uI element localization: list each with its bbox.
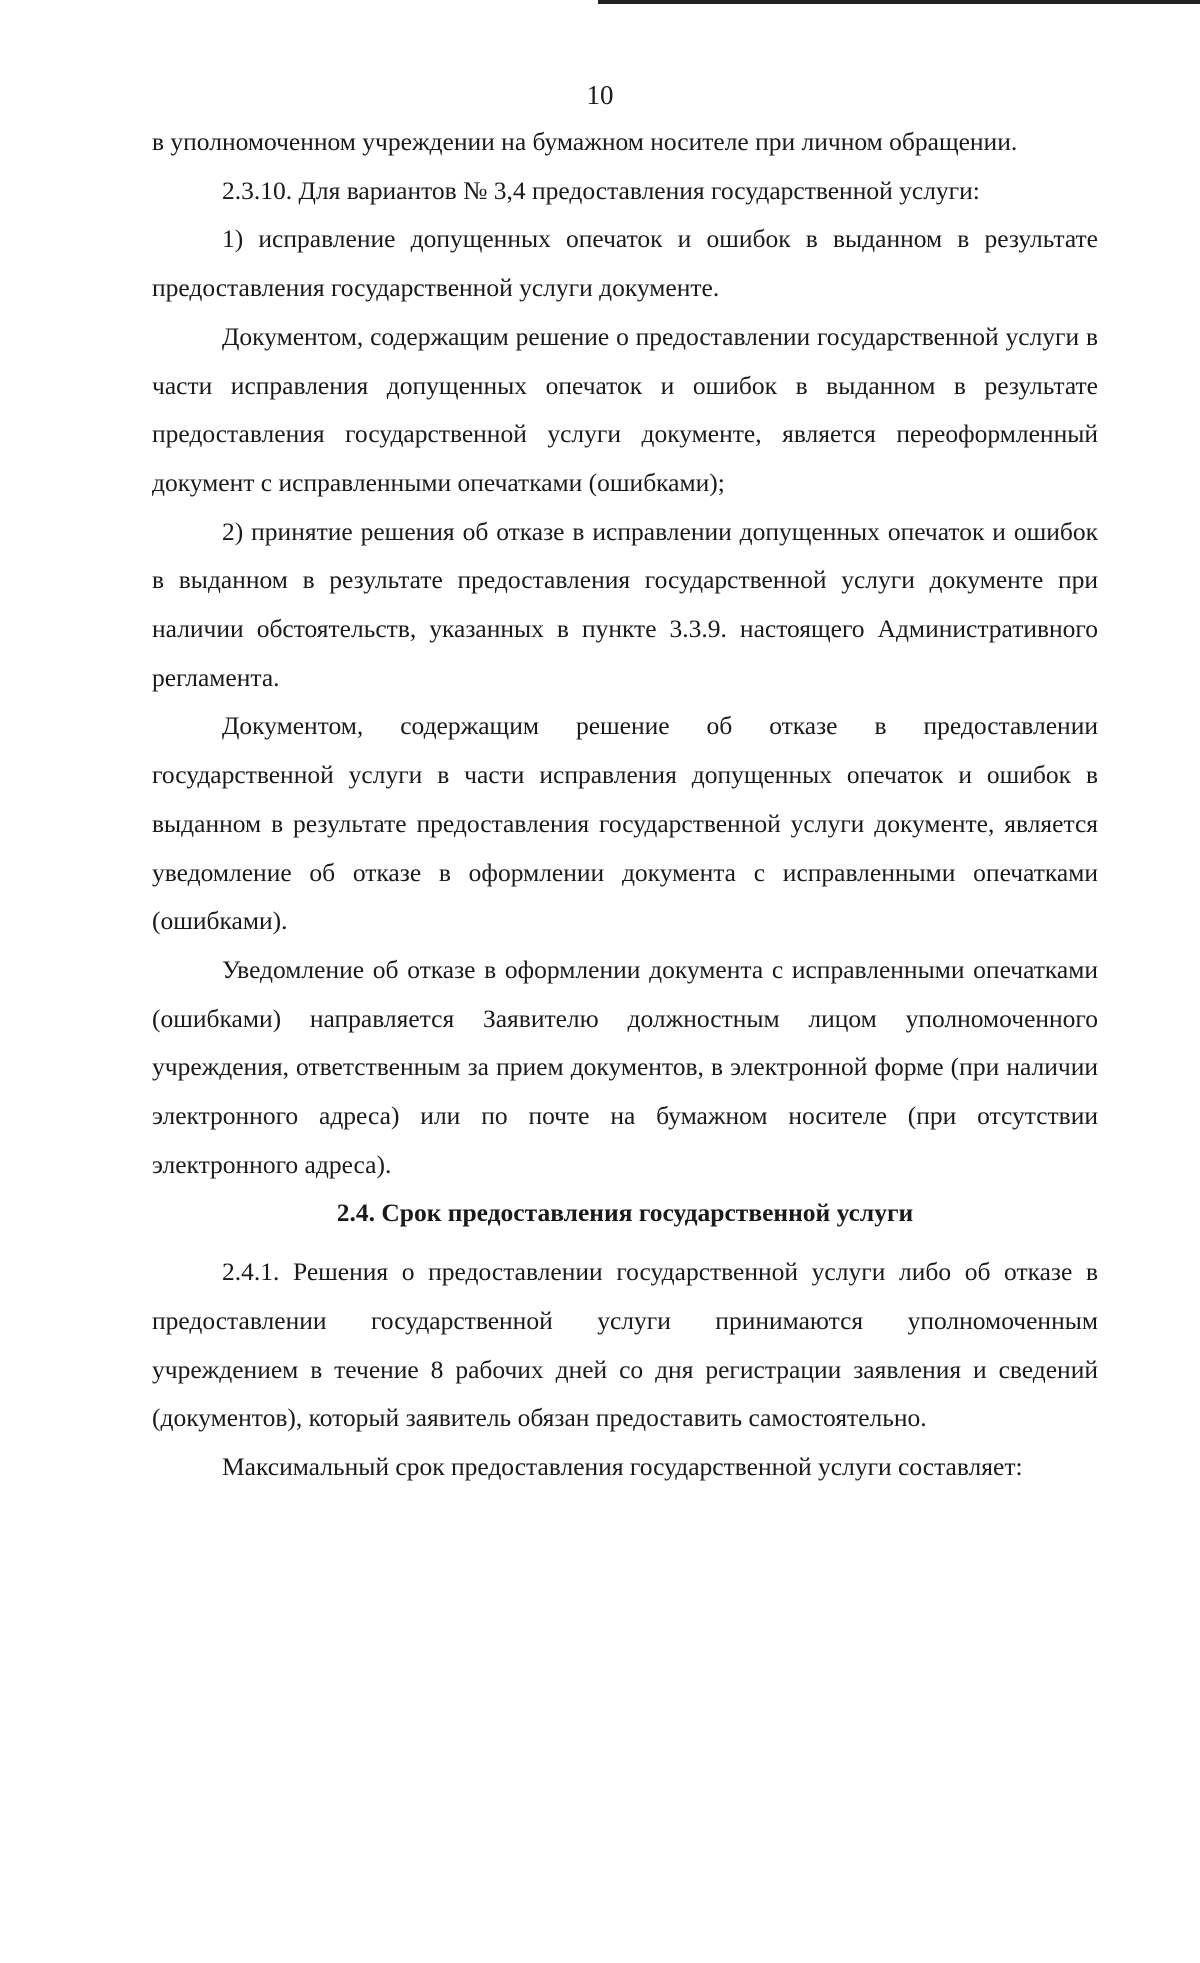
paragraph-continuation: в уполномоченном учреждении на бумажном носителе при личном обращении. <box>152 127 1018 156</box>
paragraph-notification: Уведомление об отказе в оформлении документа с исправленными опечатками (ошибками) направляется Заявителю должностным лицом уполномоченного учреждения, ответственным за прием документов, в электронной форме (при наличии электронного адреса) или по почте на бумажном носителе (при отсутствии электронного адреса). <box>152 954 1098 1179</box>
paragraph-item-1: 1) исправление допущенных опечаток и ошибок в выданном в результате предоставления государственной услуги документе. <box>152 224 1098 303</box>
document-body <box>152 118 1098 1492</box>
section-heading: 2.4. Срок предоставления государственной услуги <box>336 1198 914 1228</box>
paragraph-2-3-10: 2.3.10. Для вариантов № 3,4 предоставления государственной услуги: <box>222 175 980 205</box>
page-number: 10 <box>586 80 614 110</box>
paragraph-item-2: 2) принятие решения об отказе в исправлении допущенных опечаток и ошибок в выданном в результате предоставления государственной услуги документе при наличии обстоятельств, указанных в пункте 3.3.9. настоящего Административного регламента. <box>152 516 1098 692</box>
paragraph-document-decision: Документом, содержащим решение о предоставлении государственной услуги в части исправления допущенных опечаток и ошибок в выданном в результате предоставления государственной услуги документе, является переоформленный документ с исправленными опечатками (ошибками); <box>152 321 1098 497</box>
top-scan-edge-rule <box>598 0 1200 4</box>
paragraph-max-term: Максимальный срок предоставления государственной услуги составляет: <box>222 1451 1023 1481</box>
paragraph-2-4-1: 2.4.1. Решения о предоставлении государственной услуги либо об отказе в предоставлении государственной услуги принимаются уполномоченным учреждением в течение 8 рабочих дней со дня регистрации заявления и сведений (документов), который заявитель обязан предоставить самостоятельно. <box>152 1257 1098 1433</box>
paragraph-document-refusal: Документом, содержащим решение об отказе в предоставлении государственной услуги в части исправления допущенных опечаток и ошибок в выданном в результате предоставления государственной услуги документе, является уведомление об отказе в оформлении документа с исправленными опечатками (ошибками). <box>152 711 1098 936</box>
